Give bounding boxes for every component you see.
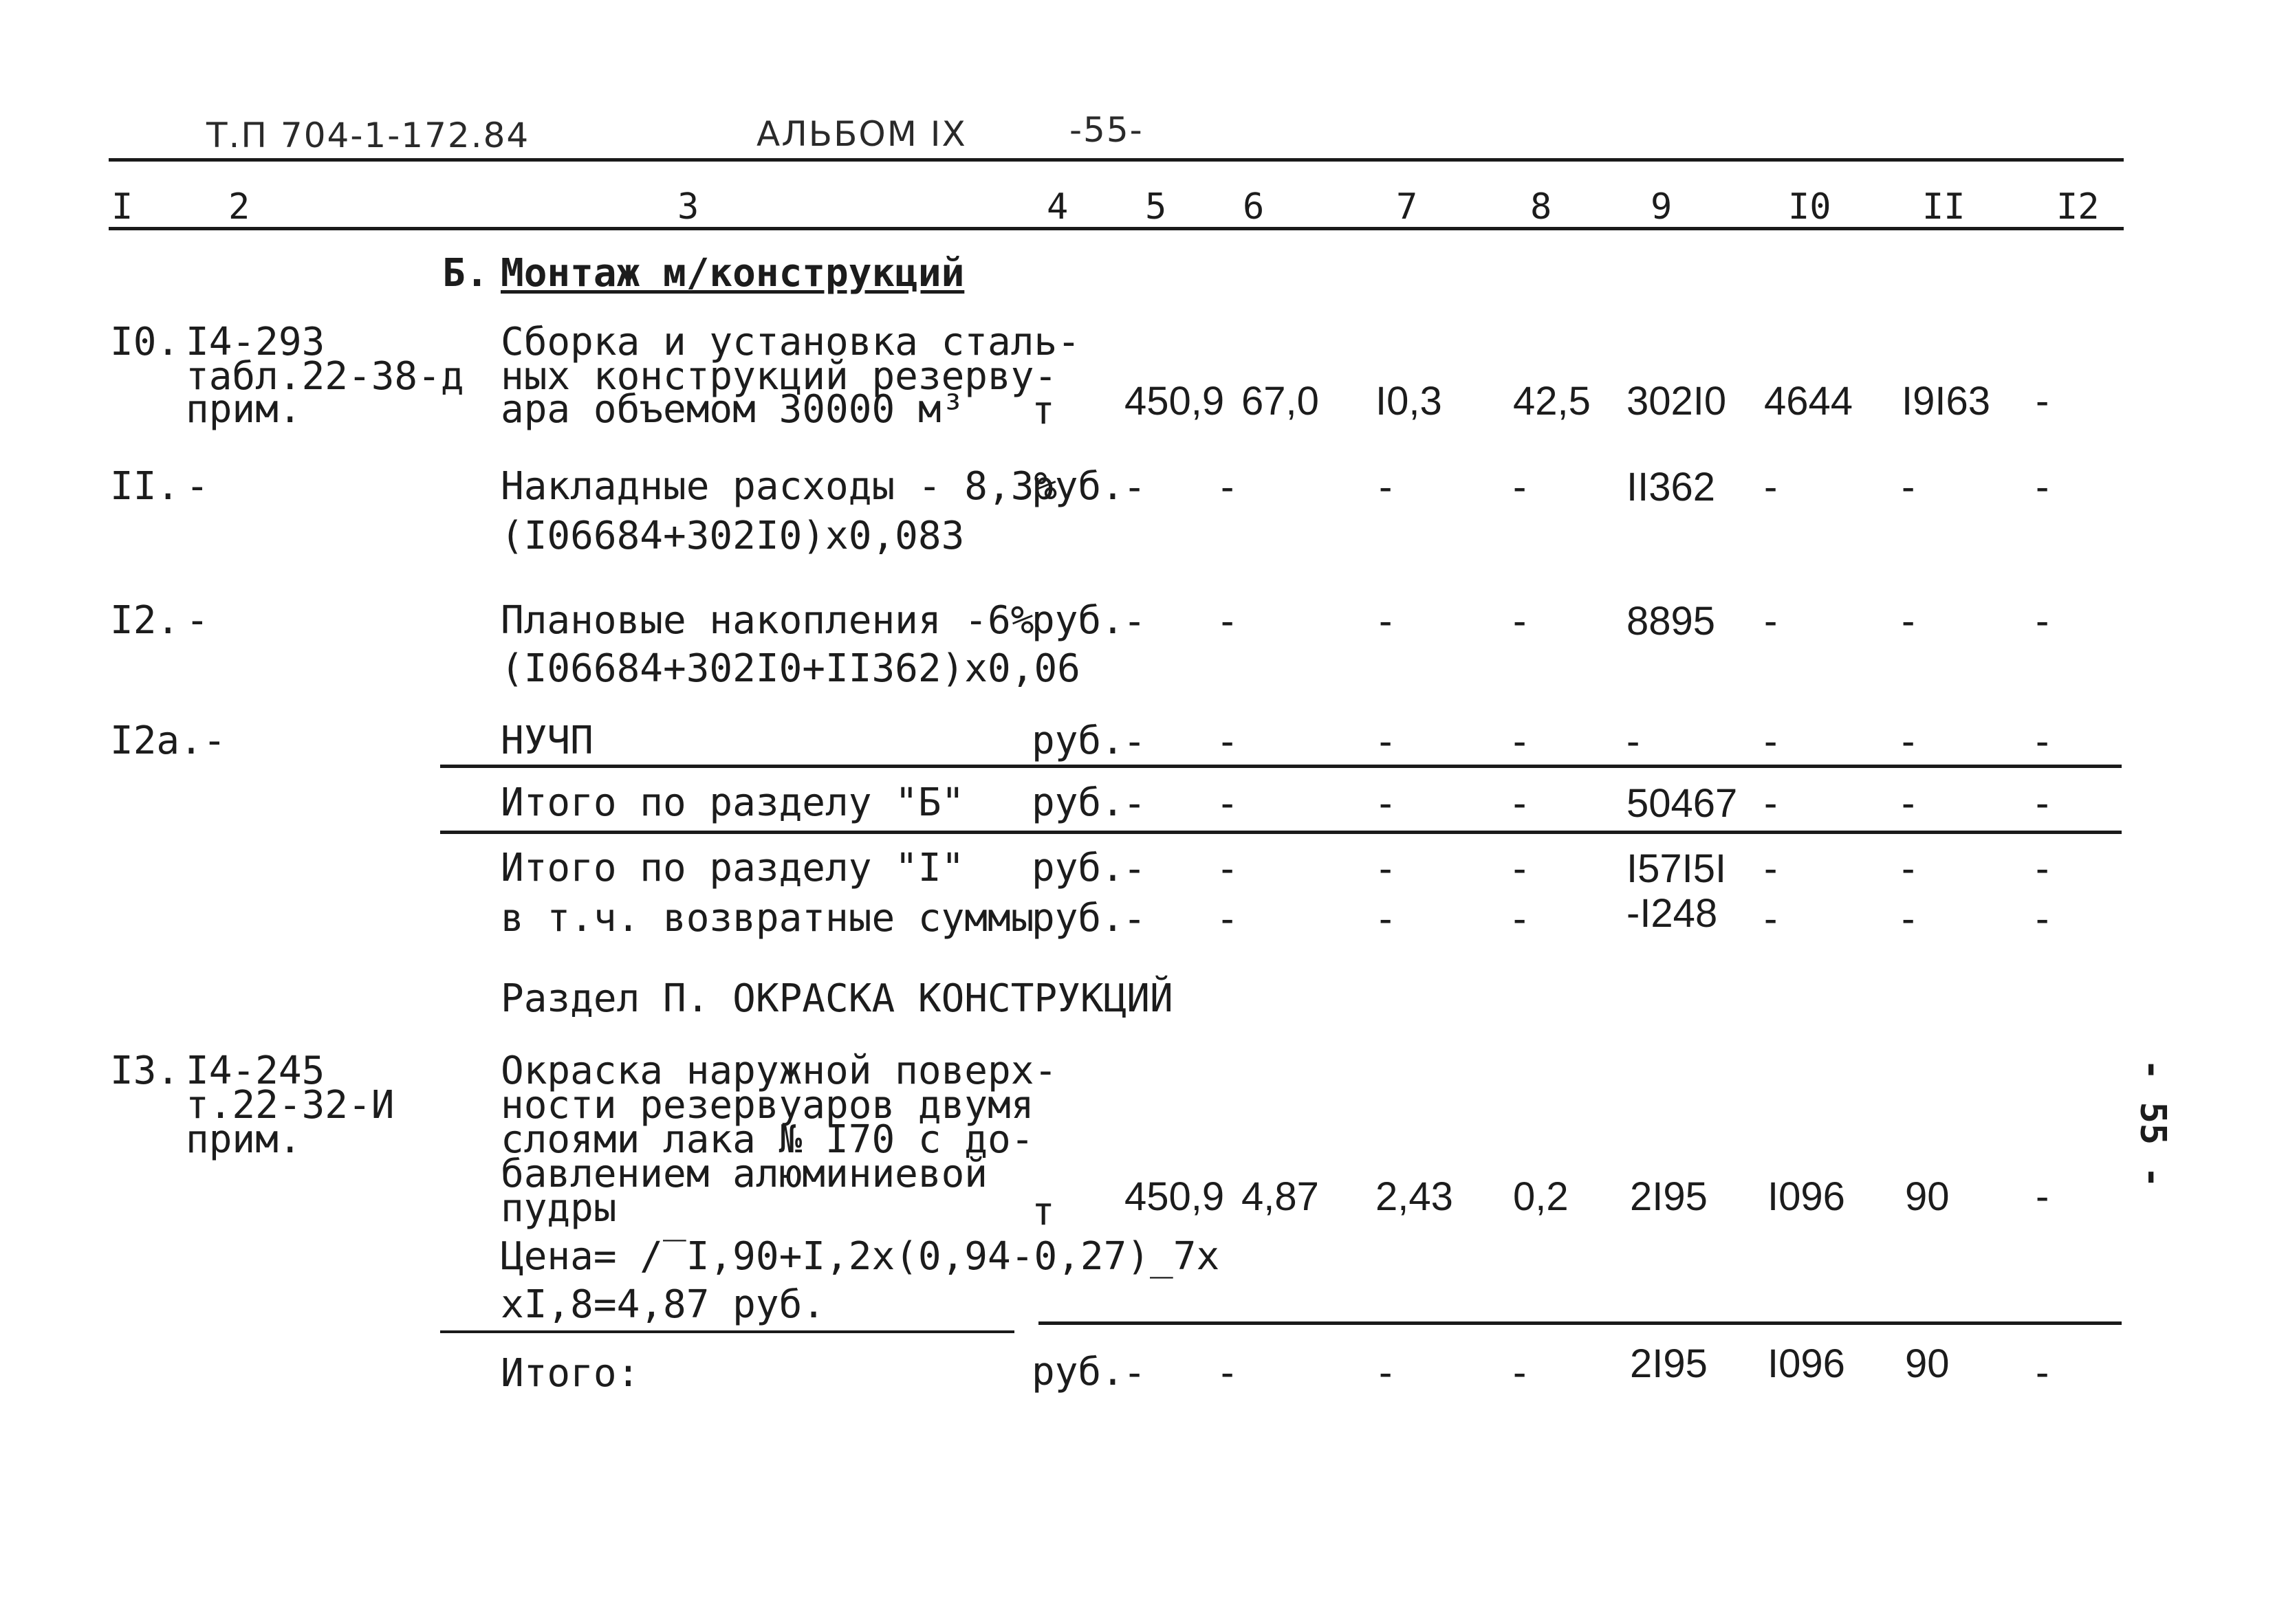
subtotal-rule <box>440 765 2122 768</box>
cell-col6: - <box>1221 897 1234 941</box>
cell-col11: - <box>1902 781 1915 826</box>
row-number: I2а. <box>110 718 203 763</box>
row-description: ности резервуаров двумя <box>501 1083 1034 1128</box>
row-unit: т <box>1032 1189 1055 1234</box>
cell-col5: - <box>1128 599 1142 644</box>
header-rule <box>109 158 2124 162</box>
row-code: I4-293 <box>186 320 325 364</box>
cell-col7: - <box>1379 897 1393 941</box>
row-unit: руб. <box>1032 846 1124 890</box>
cell-col7: I0,3 <box>1375 379 1442 424</box>
total-rule-right <box>1038 1321 2122 1325</box>
cell-col8: - <box>1513 465 1527 509</box>
row-number: I2. <box>110 598 180 643</box>
row-code: I4-245 <box>186 1049 325 1093</box>
cell-col9: I57I5I <box>1626 846 1727 891</box>
row-description: Плановые накопления -6% <box>501 598 1034 643</box>
cell-col9: 8895 <box>1626 599 1716 644</box>
row-unit: руб. <box>1032 896 1124 941</box>
row-description: бавлением алюминиевой <box>501 1152 988 1196</box>
cell-col8: - <box>1513 1350 1527 1395</box>
cell-col7: - <box>1379 781 1393 826</box>
cell-col6: - <box>1221 781 1234 826</box>
cell-col5: - <box>1128 465 1142 509</box>
cell-col12: - <box>2036 897 2049 941</box>
cell-col7: - <box>1379 465 1393 509</box>
cell-col5: 450,9 <box>1124 1174 1225 1219</box>
cell-col7: - <box>1379 599 1393 644</box>
cell-col9: -I248 <box>1626 891 1718 936</box>
row-description: ных конструкций резерву- <box>501 354 1058 399</box>
cell-col7: - <box>1379 719 1393 764</box>
cell-col10: - <box>1764 599 1778 644</box>
row-description: (I06684+302I0)x0,083 <box>501 514 965 558</box>
cell-col9: II362 <box>1626 465 1715 509</box>
cell-col10: - <box>1764 897 1778 941</box>
cell-col10: 4644 <box>1764 379 1853 424</box>
row-description: Накладные расходы - 8,3% <box>501 464 1058 509</box>
row-code: табл.22-38-д <box>186 354 464 399</box>
row-unit: руб. <box>1032 1350 1124 1394</box>
subtotal-rule <box>440 831 2122 834</box>
album-label: АЛЬБОМ IX <box>756 114 967 154</box>
cell-col10: I096 <box>1767 1341 1845 1386</box>
cell-col12: - <box>2036 719 2049 764</box>
cell-col11: I9I63 <box>1902 379 1990 424</box>
cell-col7: - <box>1379 846 1393 891</box>
col-header-8: 8 <box>1530 186 1552 228</box>
column-header-rule <box>109 227 2124 230</box>
price-formula: xI,8=4,87 руб. <box>501 1282 826 1327</box>
cell-col6: - <box>1221 719 1234 764</box>
section-b-prefix: Б. <box>442 251 489 296</box>
section-b-title: Монтаж м/конструкций <box>501 251 965 296</box>
row-description: ара объемом 30000 м³ <box>501 387 965 432</box>
col-header-2: 2 <box>228 186 250 228</box>
cell-col11: - <box>1902 599 1915 644</box>
row-number: I3. <box>110 1049 180 1093</box>
cell-col12: - <box>2036 465 2049 509</box>
cell-col12: - <box>2036 1174 2049 1219</box>
cell-col5: 450,9 <box>1124 379 1225 424</box>
col-header-9: 9 <box>1651 186 1673 228</box>
cell-col6: - <box>1221 846 1234 891</box>
row-code: прим. <box>186 1117 302 1162</box>
cell-col10: I096 <box>1767 1174 1845 1219</box>
row-unit: т <box>1032 388 1055 433</box>
cell-col12: - <box>2036 599 2049 644</box>
col-header-7: 7 <box>1396 186 1418 228</box>
cell-col8: 42,5 <box>1513 379 1591 424</box>
row-code: - <box>186 598 209 643</box>
col-header-5: 5 <box>1145 186 1167 228</box>
cell-col7: 2,43 <box>1375 1174 1453 1219</box>
col-header-6: 6 <box>1243 186 1265 228</box>
row-description: Итого: <box>501 1351 640 1396</box>
cell-col5: - <box>1128 897 1142 941</box>
cell-col8: - <box>1513 846 1527 891</box>
row-number: II. <box>110 464 180 509</box>
cell-col6: 4,87 <box>1241 1174 1319 1219</box>
cell-col10: - <box>1764 781 1778 826</box>
total-rule-left <box>440 1330 1014 1333</box>
row-unit: руб. <box>1032 598 1124 643</box>
cell-col5: - <box>1128 719 1142 764</box>
col-header-12: I2 <box>2056 186 2100 228</box>
cell-col5: - <box>1128 846 1142 891</box>
cell-col5: - <box>1128 781 1142 826</box>
row-unit: руб. <box>1032 780 1124 825</box>
cell-col8: 0,2 <box>1513 1174 1569 1219</box>
row-number: I0. <box>110 320 180 364</box>
row-description: НУЧП <box>501 718 594 763</box>
cell-col6: 67,0 <box>1241 379 1319 424</box>
cell-col12: - <box>2036 1350 2049 1395</box>
row-description: пудры <box>501 1186 617 1231</box>
cell-col12: - <box>2036 846 2049 891</box>
cell-col11: - <box>1902 846 1915 891</box>
cell-col10: - <box>1764 465 1778 509</box>
row-unit: руб. <box>1032 718 1124 763</box>
cell-col11: - <box>1902 465 1915 509</box>
cell-col11: - <box>1902 719 1915 764</box>
cell-col9: 2I95 <box>1630 1341 1708 1386</box>
side-page-marker: - 55 - <box>2132 1059 2173 1188</box>
document-code: Т.П 704-1-172.84 <box>206 116 530 155</box>
col-header-10: I0 <box>1788 186 1831 228</box>
cell-col8: - <box>1513 599 1527 644</box>
col-header-3: 3 <box>677 186 699 228</box>
col-header-4: 4 <box>1047 186 1069 228</box>
cell-col10: - <box>1764 846 1778 891</box>
cell-col9: - <box>1626 719 1640 764</box>
col-header-1: I <box>111 186 133 228</box>
price-formula: Цена= /‾I,90+I,2x(0,94-0,27)_7x <box>501 1234 1220 1279</box>
cell-col7: - <box>1379 1350 1393 1395</box>
section-2-title: Раздел П. ОКРАСКА КОНСТРУКЦИЙ <box>501 976 1173 1021</box>
row-description: в т.ч. возвратные суммы <box>501 896 1034 941</box>
row-description: Сборка и установка сталь- <box>501 320 1080 364</box>
cell-col8: - <box>1513 781 1527 826</box>
row-unit: руб. <box>1032 464 1124 509</box>
row-code: - <box>203 718 226 763</box>
cell-col9: 50467 <box>1626 781 1738 826</box>
cell-col12: - <box>2036 781 2049 826</box>
cell-col11: 90 <box>1905 1341 1950 1386</box>
row-code: прим. <box>186 387 302 432</box>
cell-col8: - <box>1513 719 1527 764</box>
cell-col8: - <box>1513 897 1527 941</box>
cell-col11: - <box>1902 897 1915 941</box>
cell-col12: - <box>2036 379 2049 424</box>
cell-col10: - <box>1764 719 1778 764</box>
col-header-11: II <box>1922 186 1966 228</box>
cell-col9: 302I0 <box>1626 379 1727 424</box>
row-description: Окраска наружной поверх- <box>501 1049 1058 1093</box>
row-description: (I06684+302I0+II362)x0,06 <box>501 646 1080 691</box>
page-number: -55- <box>1069 110 1144 150</box>
cell-col5: - <box>1128 1350 1142 1395</box>
row-description: слоями лака № I70 с до- <box>501 1117 1034 1162</box>
cell-col9: 2I95 <box>1630 1174 1708 1219</box>
cell-col6: - <box>1221 465 1234 509</box>
cell-col6: - <box>1221 1350 1234 1395</box>
row-code: - <box>186 464 209 509</box>
row-description: Итого по разделу "Б" <box>501 780 965 825</box>
row-description: Итого по разделу "I" <box>501 846 965 890</box>
row-code: т.22-32-И <box>186 1083 395 1128</box>
cell-col6: - <box>1221 599 1234 644</box>
cell-col11: 90 <box>1905 1174 1950 1219</box>
